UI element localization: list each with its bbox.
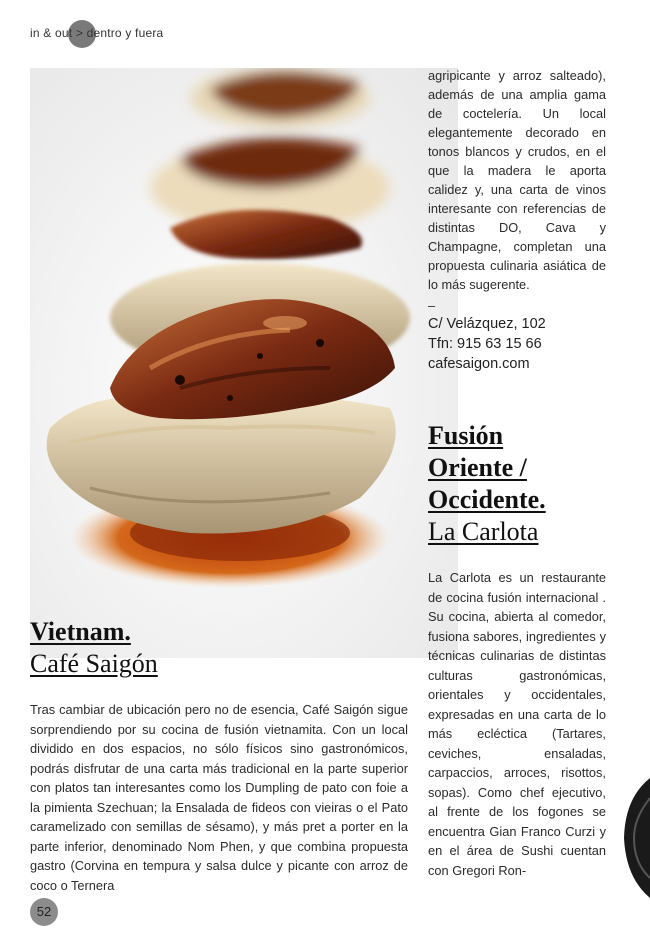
la-carlota-body: La Carlota es un restaurante de cocina fusión internacional . Su cocina, abierta al comedor, fusiona sabores, ingredientes y técnicas culinarias de distintas culturas gastronómicas, orientales y occidentales, expresadas en una carta de lo más ecléctica (Tartares, ceviches, ensaladas, carpaccios, arroces, risottos, sopas). Como chef ejecutivo, al frente de los fogones se encuentra Gian Franco Curzi y en el área de Sushi cuentan con Gregori Ron- [428,570,606,878]
la-carlota-heading [428,420,628,548]
heading-line-2: Oriente / [428,453,527,482]
la-carlota-subheading: La Carlota [428,517,539,546]
cafe-saigon-website[interactable]: cafesaigon.com [428,356,530,372]
page-number: 52 [36,904,52,919]
dumplings-photo [30,68,458,658]
cafe-saigon-phone: Tfn: 915 63 15 66 [428,336,542,352]
cafe-saigon-subheading: Café Saigón [30,649,158,678]
right-column [428,66,606,374]
cafe-saigon-address: C/ Velázquez, 102 [428,316,546,332]
edge-decoration-icon [620,778,650,898]
separator-dash: – [428,298,436,313]
page-number-badge [30,898,58,926]
breadcrumb: in & out > dentro y fuera [30,26,164,40]
food-illustration [30,68,458,658]
vietnam-heading [30,616,158,680]
cafe-saigon-body: Tras cambiar de ubicación pero no de esencia, Café Saigón sigue sorprendiendo por su cocina de fusión vietnamita. Con un local dividido en dos espacios, no sólo físicos sino gastronómicos, podrás disfrutar de una carta más tradicional en la parte superior con platos tan interesantes como los Dumpling de pato con foie a la pimienta Szechuan; la Ensalada de fideos con vieiras o el Pato caramelizado con semillas de sésamo), y más pret a porter en la parte inferior, denominado Nom Phen, y que combina propuesta gastro (Corvina en tempura y salsa dulce y picante con arroz de coco o Ternera [30,702,408,893]
vietnam-title: Vietnam. [30,617,131,646]
cafe-saigon-continuation: agripicante y arroz salteado), además de una amplia gama de coctelería. Un local elegantemente decorado en tonos blancos y crudos, en el que la madera le aporta calidez y, una carta de vinos interesante con referencias de distintas DO, Cava y Champagne, completan una propuesta culinaria asiática de lo más sugerente. [428,68,606,292]
heading-line-3: Occidente. [428,485,546,514]
heading-line-1: Fusión [428,421,504,450]
